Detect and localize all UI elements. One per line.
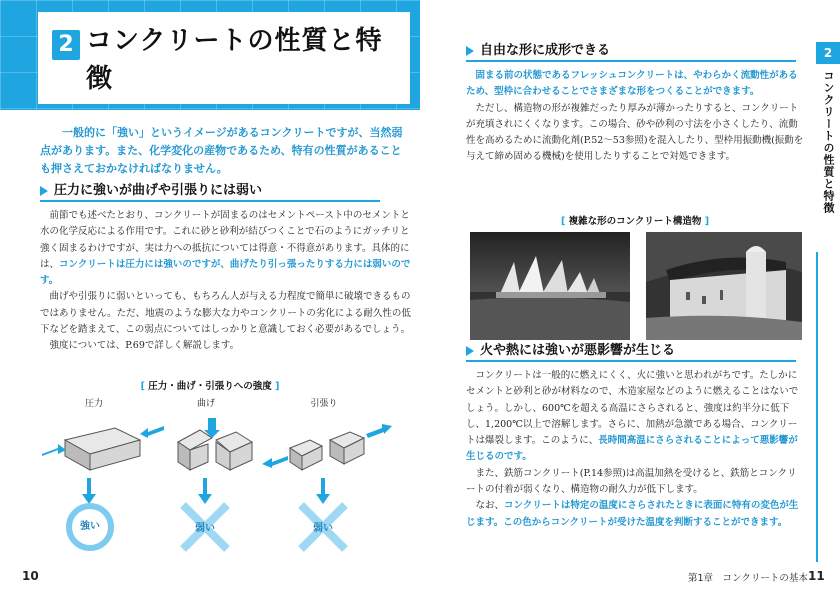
tension-block-icon — [262, 424, 392, 470]
side-tab-label: コンクリートの性質と特徴 — [822, 70, 835, 214]
paragraph — [466, 368, 804, 466]
label-bending: 曲げ — [196, 399, 215, 409]
section-heading-form — [466, 40, 796, 62]
section-heading-text: 自由な形に成形できる — [480, 43, 611, 58]
title-band — [0, 0, 420, 110]
result-strong: 強い — [80, 521, 100, 532]
figure-caption-text: 圧力・曲げ・引張りへの強度 — [148, 381, 272, 392]
section2-body — [466, 68, 804, 166]
paragraph: 強度については、P.69で詳しく解説します。 — [49, 340, 240, 352]
section3-body — [466, 368, 804, 531]
side-tab-number: 2 — [816, 42, 840, 64]
page-number-right: 11 — [808, 569, 825, 583]
label-tension: 引張り — [310, 399, 338, 409]
section-heading-pressure — [40, 180, 380, 202]
highlight-paragraph: 固まる前の状態であるフレッシュコンクリートは、やわらかく流動性があるため、型枠に合わせることでさまざまな形をつくることができます。 — [466, 70, 798, 98]
right-page — [420, 0, 840, 595]
section-number-badge: 2 — [52, 30, 80, 60]
strength-diagram — [40, 410, 400, 480]
label-pressure: 圧力 — [84, 399, 103, 409]
chapel-photo — [646, 232, 802, 340]
lead-text: 一般的に「強い」というイメージがあるコンクリートですが、当然弱点があります。また、化学変化の産物であるため、特有の性質があることも押さえておかなければなりません。 — [40, 126, 403, 175]
paragraph: ただし、構造物の形が複雑だったり厚みが薄かったりすると、コンクリートが充填されにくくなります。この場合、砂や砂利の寸法を小さくしたり、流動性を高めるために流動化剤(P.52〜53参照)を混入したり、型枠用振動機(振動を与えて締め固める機械)を使用したりすることで対処できます。 — [466, 102, 804, 163]
section-heading-heat — [466, 340, 796, 362]
highlight-text: コンクリートは特定の温度にさらされたときに表面に特有の変色が生じます。この色からコンクリートが受けた温度を判断することができます。 — [466, 500, 799, 528]
section1-body — [40, 208, 412, 355]
opera-house-photo — [470, 232, 630, 340]
highlight-text: 長時間高温にさらされることによって悪影響が生じるのです。 — [466, 435, 798, 463]
paragraph — [40, 208, 412, 289]
section-heading-text: 圧力に強いが曲げや引張りには弱い — [54, 183, 263, 198]
photo-caption: [ 複雑な形のコンクリート構造物 ] — [560, 216, 710, 227]
footer-chapter: 第1章 コンクリートの基本 — [688, 573, 808, 584]
paragraph: また、鉄筋コンクリート(P.14参照)は高温加熱を受けると、鉄筋とコンクリートの付着が弱くなり、構造物の耐久力が低下します。 — [466, 467, 797, 496]
page-number-left: 10 — [22, 569, 39, 583]
page-title: コンクリートの性質と特徴 — [86, 26, 383, 94]
figure-caption: [ 圧力・曲げ・引張りへの強度 ] — [140, 381, 280, 392]
highlight-text: コンクリートは圧力には強いのですが、曲げたり引っ張ったりする力には弱いのです。 — [40, 258, 411, 287]
paragraph-text: コンクリートは一般的に燃えにくく、火に強いと思われがちです。たしかにセメントと砂利と砂が材料なので、木造家屋などのように燃えることはないでしょう。しかし、600℃を超える高温にさらされると、強度は約半分に低下し、1,200℃以上で溶解します。さらに、加熱が急激である場合、コンクリートは爆裂します。このように、 — [466, 370, 799, 447]
result-weak-bending: 弱い — [195, 523, 215, 534]
title-box — [38, 12, 410, 104]
pressure-block-icon — [42, 426, 164, 470]
photo-caption-text: 複雑な形のコンクリート構造物 — [568, 216, 702, 227]
strong-circle-icon — [66, 503, 114, 551]
down-arrow-icon — [82, 478, 96, 506]
paragraph-text: なお、 — [475, 500, 505, 512]
result-weak-tension: 弱い — [313, 523, 333, 534]
bending-block-icon — [178, 418, 252, 470]
section-heading-text: 火や熱には強いが悪影響が生じる — [480, 343, 676, 358]
paragraph: 曲げや引張りに弱いといっても、もちろん人が与える力程度で簡単に破壊できるものではありません。ただ、地震のような膨大な力やコンクリートの劣化による耐久性の低下などを踏まえて、この弱点についてはしっかりと意識しておく必要があるでしょう。 — [40, 291, 411, 336]
paragraph-text: 前節でも述べたとおり、コンクリートが固まるのはセメントペースト中のセメントと水の化学反応による作用です。これに砂と砂利が結びつくことで石のようにガッチリと強く固まるわけですが、実は力への抵抗については得意・不得意があります。具体的には、 — [40, 210, 410, 270]
paragraph — [466, 498, 804, 531]
chapter-side-tab — [816, 42, 840, 252]
